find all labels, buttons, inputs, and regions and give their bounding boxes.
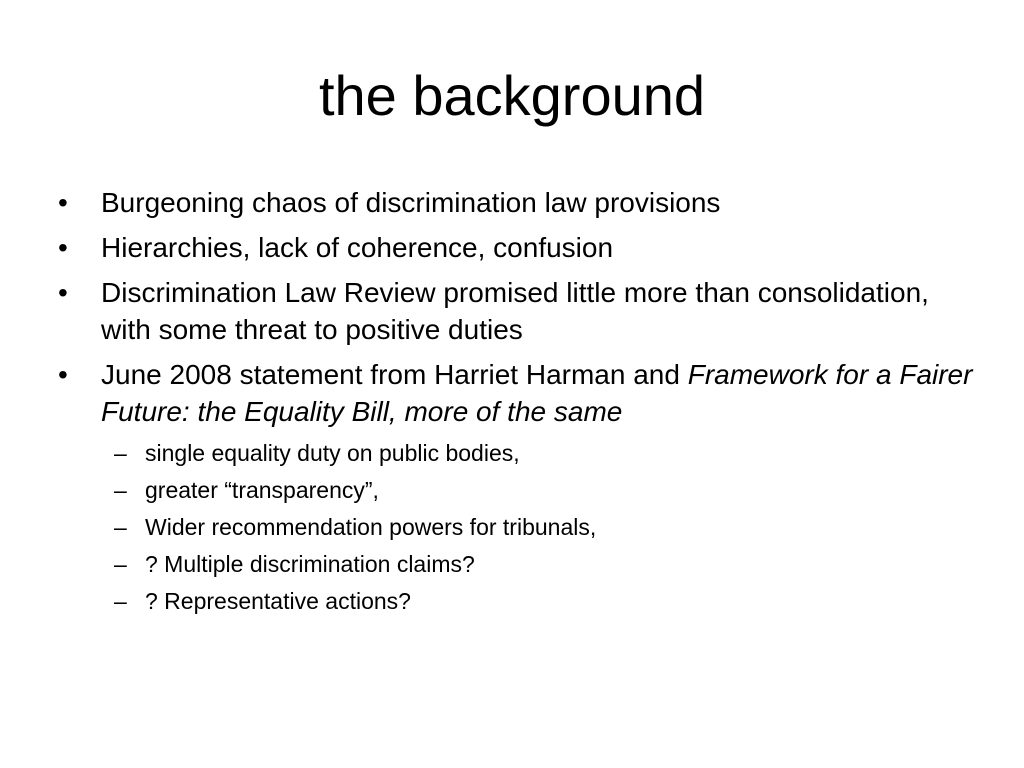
sub-bullet-text: ? Representative actions?: [145, 588, 411, 614]
sub-bullet-text: single equality duty on public bodies,: [145, 440, 520, 466]
sub-bullet-item: [101, 438, 978, 468]
bullet-item: [58, 356, 978, 616]
bullet-list: [58, 184, 978, 624]
bullet-italic-title: Framework for a Fairer Future: the Equality Bill, more of the same: [101, 359, 973, 427]
sub-bullet-text: greater “transparency”,: [145, 477, 379, 503]
sub-bullet-list: [101, 438, 978, 616]
bullet-marker: •: [58, 232, 68, 263]
bullet-text: Discrimination Law Review promised little more than consolidation, with some threat to positive duties: [101, 277, 929, 345]
bullet-marker: •: [58, 277, 68, 308]
slide-title: the background: [318, 64, 706, 127]
sub-bullet-item: [101, 549, 978, 579]
sub-bullet-item: [101, 586, 978, 616]
bullet-marker: •: [58, 359, 68, 390]
bullet-item: [58, 229, 978, 266]
sub-bullet-marker: –: [114, 477, 127, 503]
sub-bullet-marker: –: [114, 440, 127, 466]
bullet-item: [58, 274, 978, 348]
sub-bullet-marker: –: [114, 514, 127, 540]
bullet-item: [58, 184, 978, 221]
sub-bullet-item: [101, 475, 978, 505]
bullet-marker: •: [58, 187, 68, 218]
sub-bullet-text: ? Multiple discrimination claims?: [145, 551, 475, 577]
sub-bullet-marker: –: [114, 588, 127, 614]
bullet-text: Hierarchies, lack of coherence, confusion: [101, 232, 614, 263]
bullet-text: Burgeoning chaos of discrimination law provisions: [101, 187, 721, 218]
sub-bullet-marker: –: [114, 551, 127, 577]
bullet-text: June 2008 statement from Harriet Harman and: [101, 359, 688, 390]
sub-bullet-text: Wider recommendation powers for tribunals,: [145, 514, 597, 540]
sub-bullet-item: [101, 512, 978, 542]
